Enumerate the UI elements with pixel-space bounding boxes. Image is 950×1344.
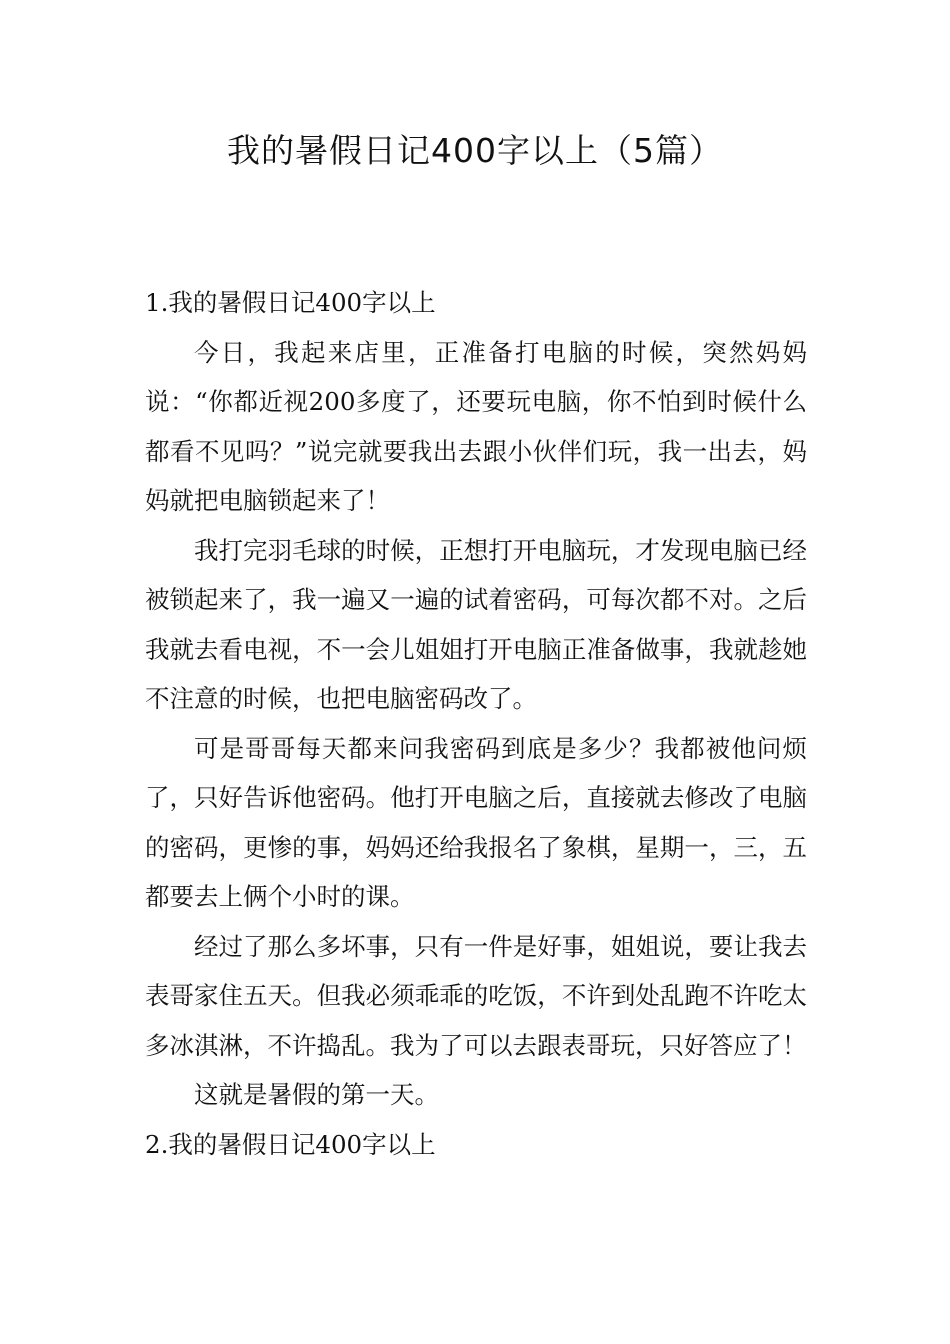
paragraph: 可是哥哥每天都来问我密码到底是多少？我都被他问烦了，只好告诉他密码。他打开电脑之后，直接就去修改了电脑的密码，更惨的事，妈妈还给我报名了象棋，星期一，三，五都要去上俩个小时的课。 xyxy=(145,733,807,911)
paragraph: 今日，我起来店里，正准备打电脑的时候，突然妈妈说：“你都近视200多度了，还要玩电脑，你不怕到时候什么都看不见吗？”说完就要我出去跟小伙伴们玩，我一出去，妈妈就把电脑锁起来了！ xyxy=(145,337,807,515)
paragraph: 经过了那么多坏事，只有一件是好事，姐姐说，要让我去表哥家住五天。但我必须乖乖的吃饭，不许到处乱跑不许吃太多冰淇淋，不许捣乱。我为了可以去跟表哥玩，只好答应了！ xyxy=(145,931,807,1060)
paragraph: 我打完羽毛球的时候，正想打开电脑玩，才发现电脑已经被锁起来了，我一遍又一遍的试着密码，可每次都不对。之后我就去看电视，不一会儿姐姐打开电脑正准备做事，我就趁她不注意的时候，也把电脑密码改了。 xyxy=(145,535,807,713)
section-heading: 1.我的暑假日记400字以上 xyxy=(145,288,436,317)
document-title: 我的暑假日记400字以上（5篇） xyxy=(227,131,723,170)
section-heading: 2.我的暑假日记400字以上 xyxy=(145,1129,436,1159)
paragraph: 这就是暑假的第一天。 xyxy=(194,1080,439,1109)
document-body xyxy=(145,278,807,1169)
